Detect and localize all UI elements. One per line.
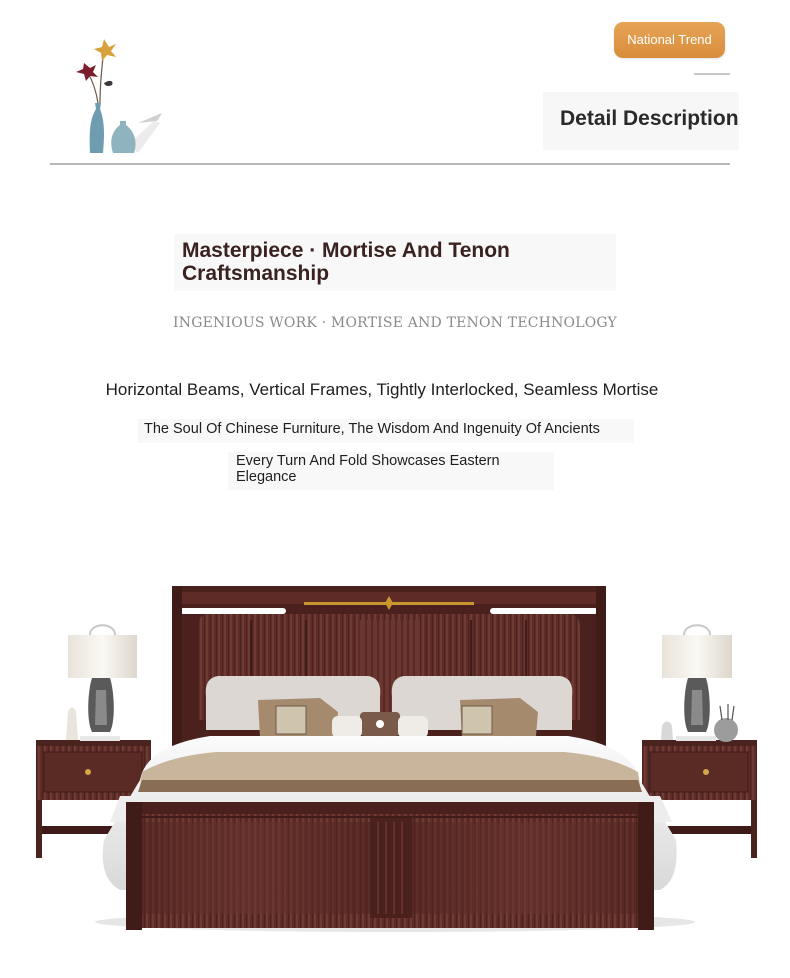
description-line-1: Horizontal Beams, Vertical Frames, Tightly Interlocked, Seamless Mortise [105,380,659,399]
header-accent-line [694,73,730,75]
description-line-3: Every Turn And Fold Showcases Eastern Elegance [236,453,500,485]
bed-product-image [20,560,770,940]
header-divider [50,163,730,165]
description-line-2: The Soul Of Chinese Furniture, The Wisdom And Ingenuity Of Ancients [144,421,600,437]
subtitle: INGENIOUS WORK · MORTISE AND TENON TECHNOLOGY [173,315,617,331]
vase-illustration [60,35,180,160]
detail-description-title: Detail Description [560,107,739,130]
main-title: Masterpiece · Mortise And Tenon Craftsmanship [182,239,510,285]
national-trend-badge[interactable]: National Trend [614,22,725,58]
